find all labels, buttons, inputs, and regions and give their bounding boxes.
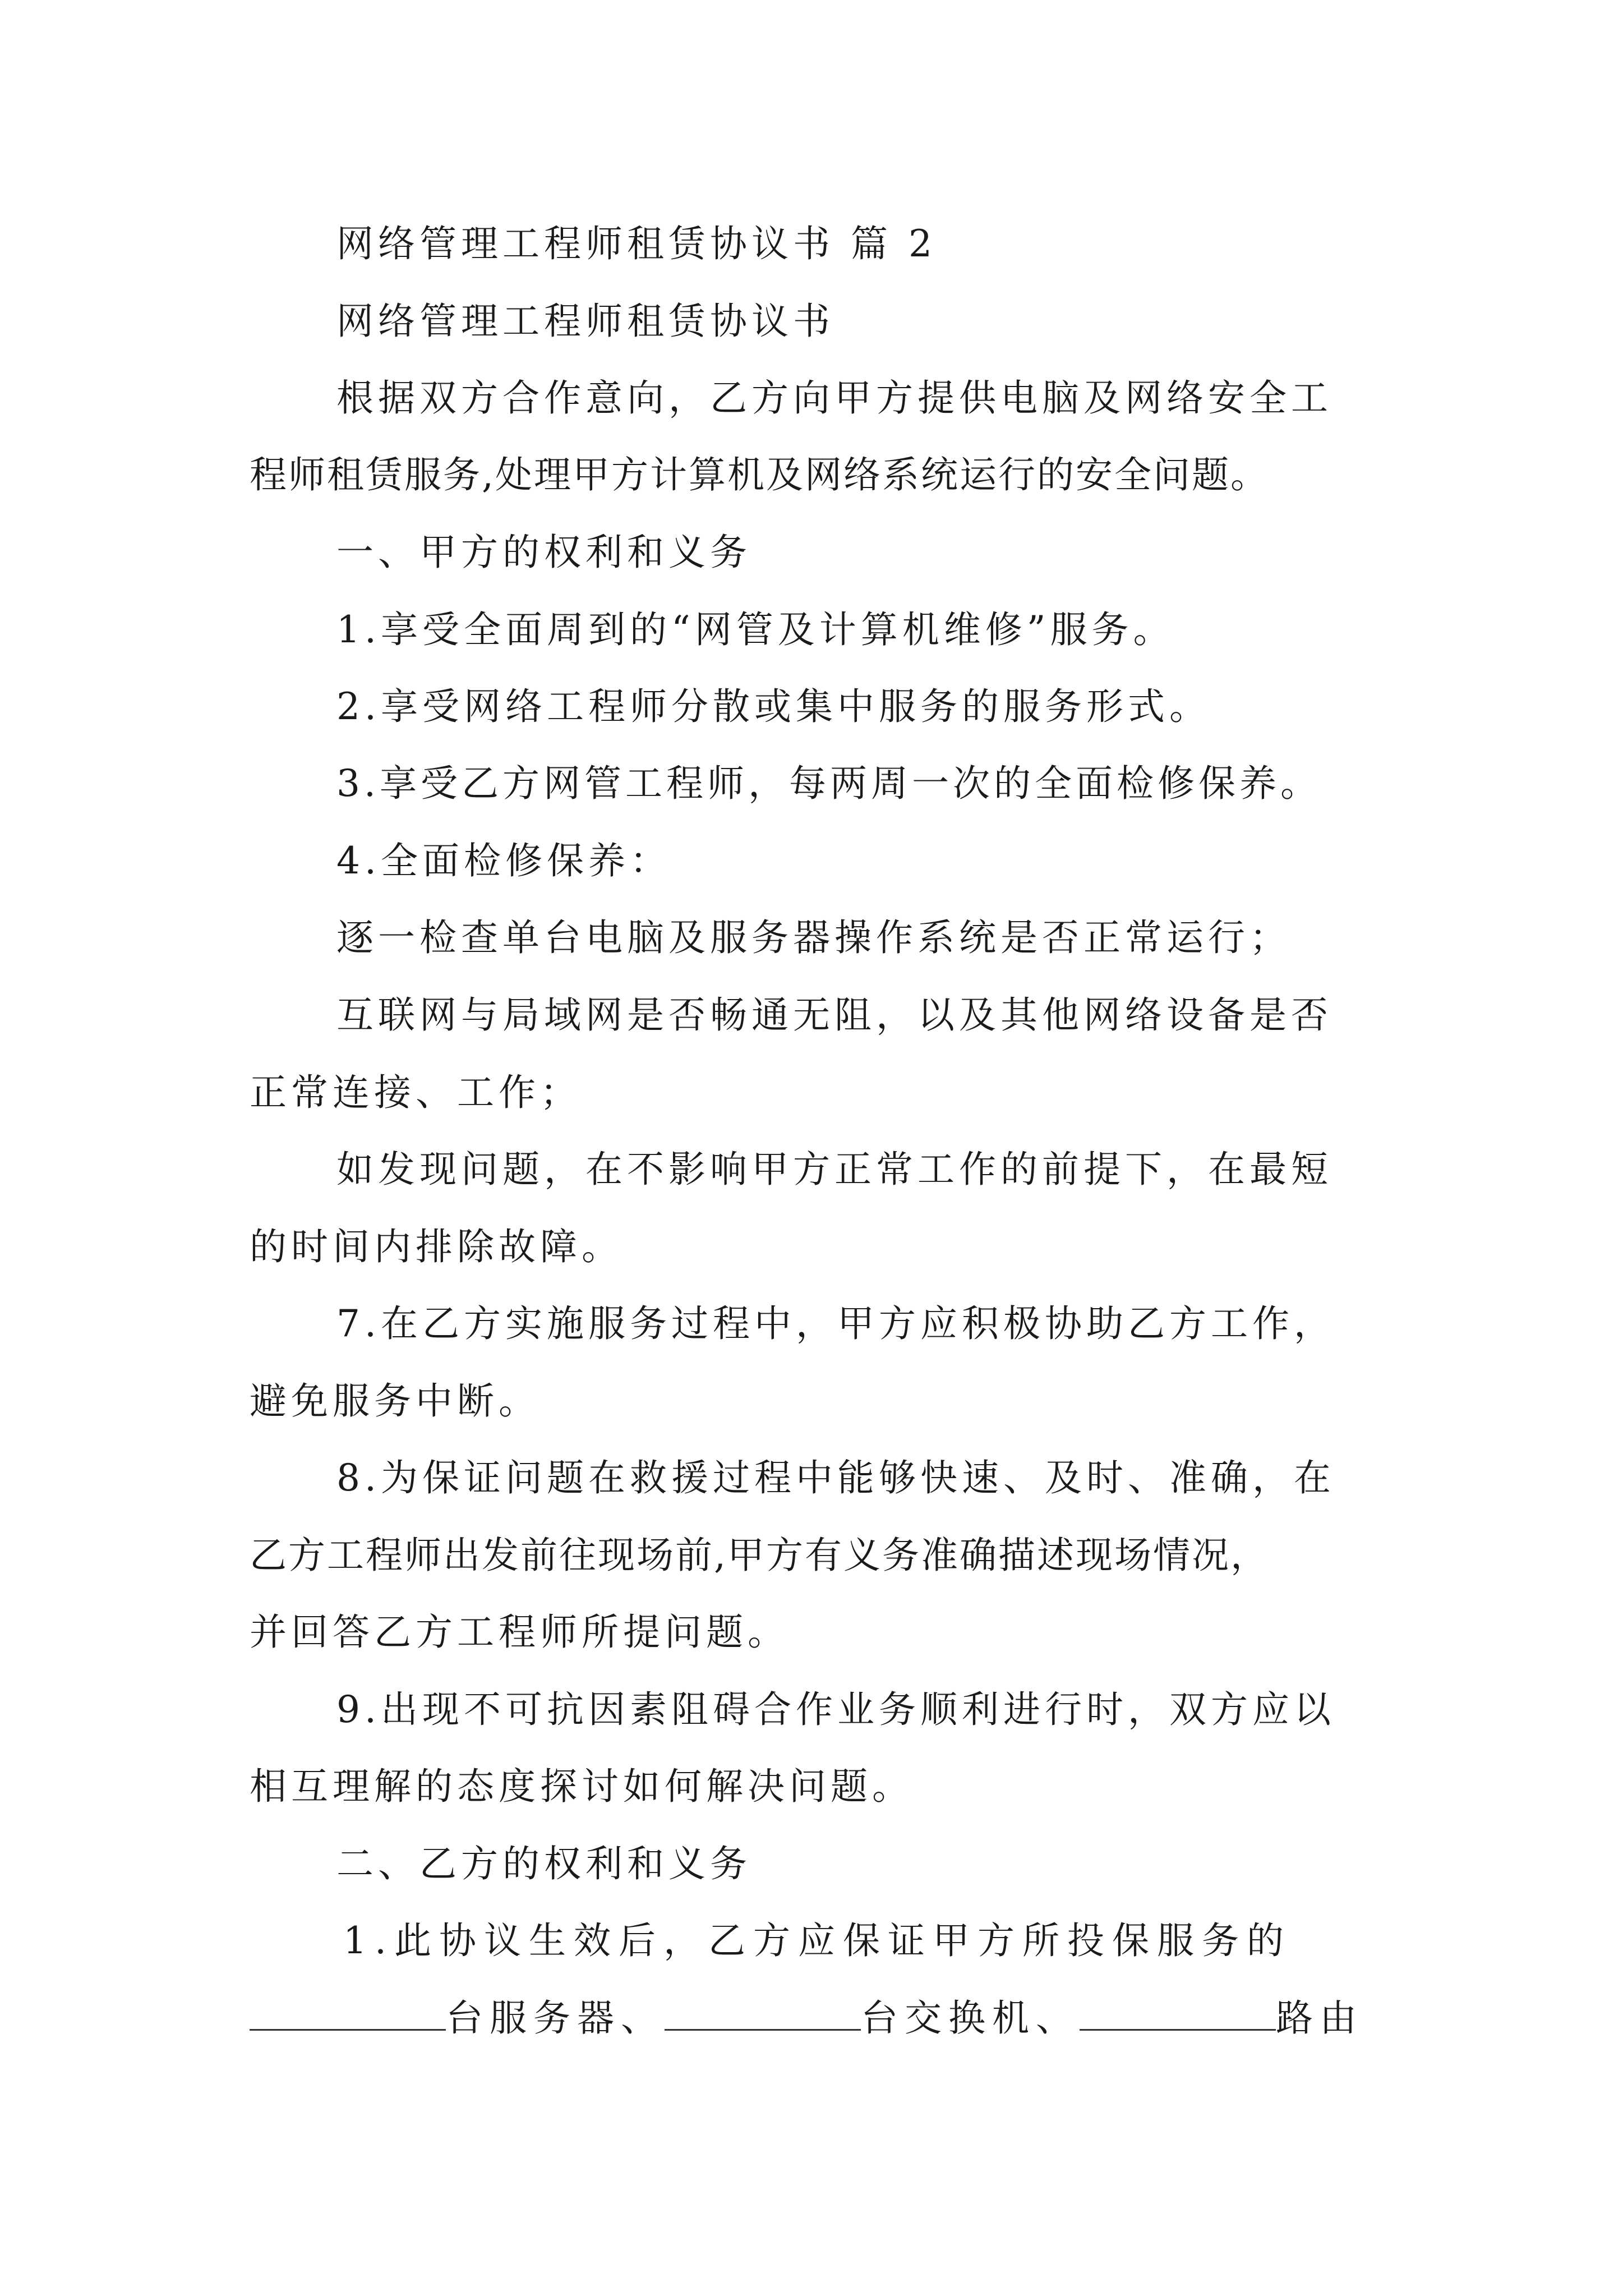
party-b-item-1-line-2 xyxy=(250,1993,1363,2044)
list-item-8-line-2: 乙方工程师出发前往现场前,甲方有义务准确描述现场情况， xyxy=(250,1534,1269,1577)
blank-field-switches[interactable] xyxy=(665,1994,861,2031)
check-item-3-line-2: 的时间内排除故障。 xyxy=(250,1225,623,1268)
list-item-4: 4.全面检修保养： xyxy=(336,839,671,882)
list-item-8-line-1: 8.为保证问题在救援过程中能够快速、及时、准确，在 xyxy=(336,1456,1335,1499)
list-item-9-line-1: 9.出现不可抗因素阻碍合作业务顺利进行时，双方应以 xyxy=(336,1688,1335,1731)
check-item-2-line-1: 互联网与局域网是否畅通无阻，以及其他网络设备是否 xyxy=(336,993,1332,1037)
heading-party-b-rights: 二、乙方的权利和义务 xyxy=(336,1842,751,1885)
blank-field-servers[interactable] xyxy=(250,1994,446,2031)
document-title: 网络管理工程师租赁协议书 xyxy=(336,300,834,343)
party-b-item-1-line-1: 1.此协议生效后，乙方应保证甲方所投保服务的 xyxy=(343,1919,1292,1962)
list-item-7-line-2: 避免服务中断。 xyxy=(250,1379,540,1423)
intro-paragraph-line-2: 程师租赁服务,处理甲方计算机及网络系统运行的安全问题。 xyxy=(250,453,1269,496)
blank-field-routers[interactable] xyxy=(1080,1994,1276,2031)
list-item-1: 1.享受全面周到的“网管及计算机维修”服务。 xyxy=(336,608,1175,651)
list-item-9-line-2: 相互理解的态度探讨如何解决问题。 xyxy=(250,1765,914,1808)
intro-paragraph-line-1: 根据双方合作意向，乙方向甲方提供电脑及网络安全工 xyxy=(336,376,1332,420)
check-item-3-line-1: 如发现问题，在不影响甲方正常工作的前提下，在最短 xyxy=(336,1148,1332,1191)
check-item-2-line-2: 正常连接、工作； xyxy=(250,1071,582,1114)
switches-label: 台交换机、 xyxy=(861,1996,1080,2040)
section-title: 网络管理工程师租赁协议书 篇 2 xyxy=(336,222,937,265)
list-item-2: 2.享受网络工程师分散或集中服务的服务形式。 xyxy=(336,685,1211,728)
routers-label: 路由 xyxy=(1276,1996,1363,2040)
list-item-3: 3.享受乙方网管工程师，每两周一次的全面检修保养。 xyxy=(336,762,1321,805)
check-item-1: 逐一检查单台电脑及服务器操作系统是否正常运行； xyxy=(336,916,1291,959)
servers-label: 台服务器、 xyxy=(446,1996,665,2040)
list-item-7-line-1: 7.在乙方实施服务过程中，甲方应积极协助乙方工作， xyxy=(336,1302,1335,1345)
heading-party-a-rights: 一、甲方的权利和义务 xyxy=(336,531,751,574)
list-item-8-line-3: 并回答乙方工程师所提问题。 xyxy=(250,1611,789,1654)
